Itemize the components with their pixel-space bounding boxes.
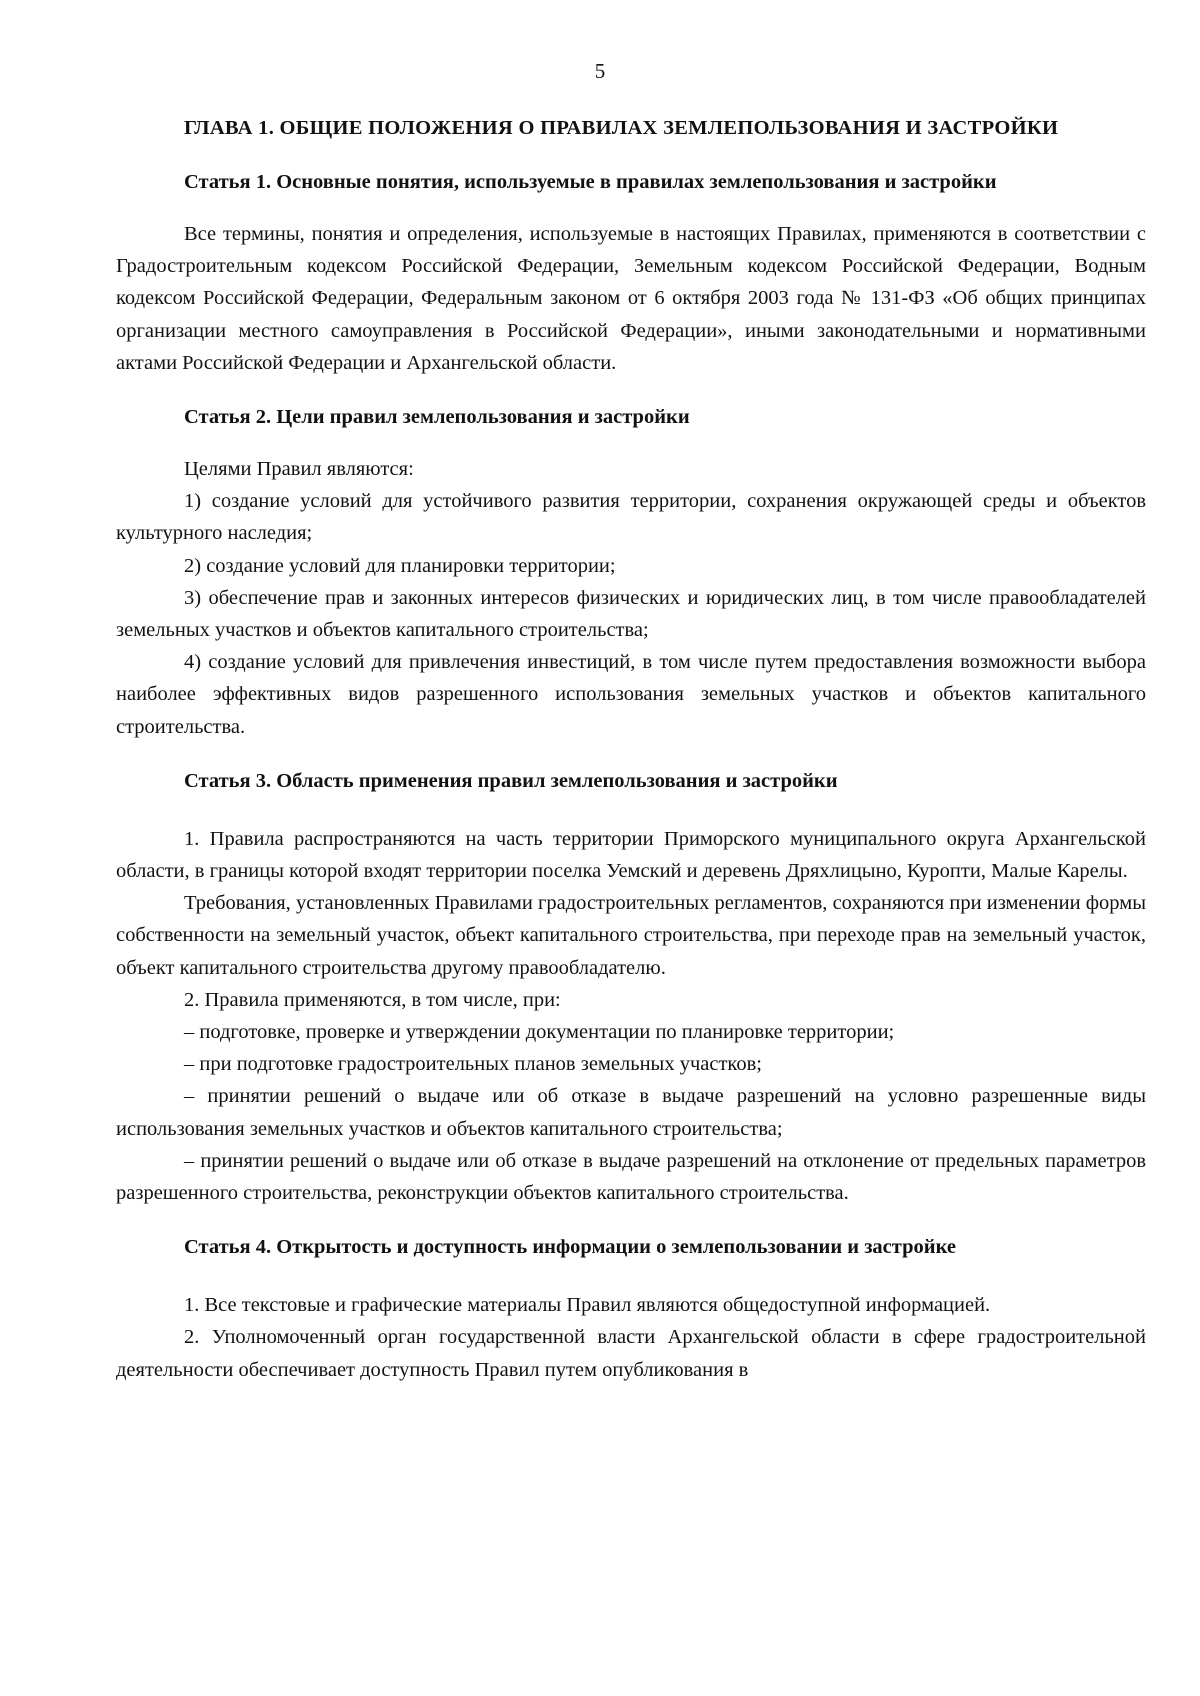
paragraph: 1. Все текстовые и графические материалы Правил являются общедоступной информацией. bbox=[184, 1294, 991, 1317]
list-item: – подготовке, проверке и утверждении документации по планировке территории; bbox=[184, 1021, 895, 1044]
paragraph: Целями Правил являются: bbox=[184, 458, 414, 481]
article-title: Статья 1. Основные понятия, используемые в правилах землепользования и застройки bbox=[184, 171, 997, 193]
list-item: – принятии решений о выдаче или об отказе в выдаче разрешений на условно разрешенные виды использования земельных участков и объектов капитального строительства; bbox=[116, 1085, 1146, 1140]
document-body bbox=[116, 112, 1146, 1386]
article-3 bbox=[116, 765, 1146, 1209]
page-number: 5 bbox=[594, 59, 606, 83]
list-item: 3) обеспечение прав и законных интересов физических и юридических лиц, в том числе правообладателей земельных участков и объектов капитального строительства; bbox=[116, 586, 1146, 642]
article-title: Статья 3. Область применения правил землепользования и застройки bbox=[184, 769, 838, 792]
list-item: 2) создание условий для планировки территории; bbox=[184, 554, 616, 577]
article-4 bbox=[116, 1231, 1146, 1386]
article-title: Статья 2. Цели правил землепользования и застройки bbox=[184, 406, 690, 429]
article-1 bbox=[116, 166, 1146, 379]
article-title: Статья 4. Открытость и доступность информации о землепользовании и застройке bbox=[184, 1236, 956, 1259]
paragraph: Требования, установленных Правилами градостроительных регламентов, сохраняются при изменении формы собственности на земельный участок, объект капитального строительства, при переходе прав на земельный участок, объект капитального строительства другому правообладателю. bbox=[116, 892, 1146, 979]
list-item: – принятии решений о выдаче или об отказе в выдаче разрешений на отклонение от предельных параметров разрешенного строительства, реконструкции объектов капитального строительства. bbox=[116, 1149, 1146, 1205]
paragraph: 1. Правила распространяются на часть территории Приморского муниципального округа Архангельской области, в границы которой входят территории поселка Уемский и деревень Дряхлицыно, Куропти, Малые Карелы. bbox=[116, 827, 1146, 883]
article-2 bbox=[116, 401, 1146, 743]
list-item: – при подготовке градостроительных планов земельных участков; bbox=[184, 1053, 762, 1076]
list-item: 4) создание условий для привлечения инвестиций, в том числе путем предоставления возможности выбора наиболее эффективных видов разрешенного использования земельных участков и объектов капитального строительства. bbox=[116, 651, 1146, 738]
list-item: 1) создание условий для устойчивого развития территории, сохранения окружающей среды и объектов культурного наследия; bbox=[116, 490, 1146, 545]
chapter-title: ГЛАВА 1. ОБЩИЕ ПОЛОЖЕНИЯ О ПРАВИЛАХ ЗЕМЛЕПОЛЬЗОВАНИЯ И ЗАСТРОЙКИ bbox=[184, 117, 1059, 139]
paragraph: 2. Уполномоченный орган государственной власти Архангельской области в сфере градостроительной деятельности обеспечивает доступность Правил путем опубликования в bbox=[116, 1326, 1146, 1381]
paragraph: Все термины, понятия и определения, используемые в настоящих Правилах, применяются в соответствии с Градостроительным кодексом Российской Федерации, Земельным кодексом Российской Федерации, Водным кодексом Российской Федерации, Федеральным законом от 6 октября 2003 года № 131-ФЗ «Об общих принципах организации местного самоуправления в Российской Федерации», иными законодательными и нормативными актами Российской Федерации и Архангельской области. bbox=[116, 223, 1146, 374]
paragraph: 2. Правила применяются, в том числе, при: bbox=[184, 988, 561, 1011]
